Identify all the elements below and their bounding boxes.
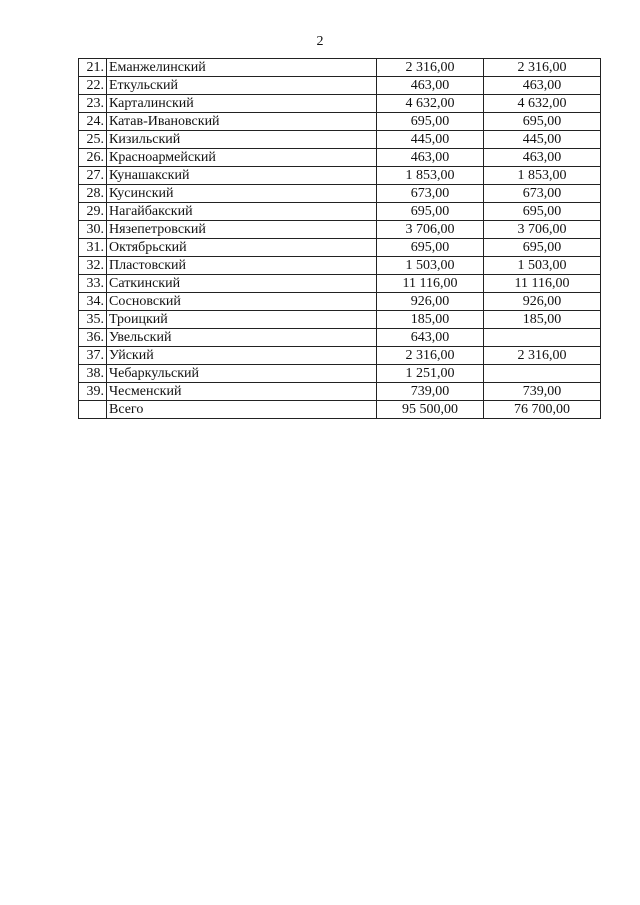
value-col-2: 1 503,00 [484,257,601,275]
value-col-2 [484,329,601,347]
value-col-1: 695,00 [377,239,484,257]
table-row [79,275,601,293]
value-col-1: 463,00 [377,77,484,95]
value-col-1: 3 706,00 [377,221,484,239]
value-col-1: 4 632,00 [377,95,484,113]
table-row [79,257,601,275]
table-row [79,329,601,347]
table-row [79,347,601,365]
total-value-col-1: 95 500,00 [377,401,484,419]
row-number: 33. [79,275,107,293]
value-col-1: 643,00 [377,329,484,347]
value-col-1: 926,00 [377,293,484,311]
value-col-1: 463,00 [377,149,484,167]
district-name: Карталинский [107,95,377,113]
row-number: 21. [79,59,107,77]
value-col-2: 695,00 [484,203,601,221]
value-col-2: 695,00 [484,239,601,257]
allocation-table [78,58,601,419]
value-col-1: 695,00 [377,203,484,221]
table-row [79,95,601,113]
district-name: Катав-Ивановский [107,113,377,131]
district-name: Чесменский [107,383,377,401]
district-name: Сосновский [107,293,377,311]
value-col-2: 2 316,00 [484,347,601,365]
district-name: Еманжелинский [107,59,377,77]
value-col-2: 463,00 [484,149,601,167]
total-label: Всего [107,401,377,419]
district-name: Кизильский [107,131,377,149]
table-row [79,167,601,185]
value-col-2: 3 706,00 [484,221,601,239]
value-col-1: 1 503,00 [377,257,484,275]
district-name: Кусинский [107,185,377,203]
table-row [79,185,601,203]
table-row [79,221,601,239]
row-number: 28. [79,185,107,203]
value-col-1: 185,00 [377,311,484,329]
district-name: Нязепетровский [107,221,377,239]
row-number: 22. [79,77,107,95]
table-row [79,311,601,329]
value-col-2: 463,00 [484,77,601,95]
value-col-2: 11 116,00 [484,275,601,293]
value-col-2: 926,00 [484,293,601,311]
row-number: 27. [79,167,107,185]
value-col-1: 2 316,00 [377,347,484,365]
row-number: 23. [79,95,107,113]
row-number: 32. [79,257,107,275]
row-number: 31. [79,239,107,257]
total-row [79,401,601,419]
value-col-1: 2 316,00 [377,59,484,77]
value-col-2: 4 632,00 [484,95,601,113]
value-col-1: 739,00 [377,383,484,401]
table-row [79,131,601,149]
row-number: 24. [79,113,107,131]
table-row [79,203,601,221]
table-row [79,383,601,401]
district-name: Красноармейский [107,149,377,167]
value-col-2: 185,00 [484,311,601,329]
table-row [79,59,601,77]
district-name: Пластовский [107,257,377,275]
district-name: Чебаркульский [107,365,377,383]
table-row [79,293,601,311]
row-number: 34. [79,293,107,311]
district-name: Нагайбакский [107,203,377,221]
value-col-2: 445,00 [484,131,601,149]
total-value-col-2: 76 700,00 [484,401,601,419]
row-number [79,401,107,419]
page-number: 2 [316,34,324,49]
table-row [79,113,601,131]
district-name: Саткинский [107,275,377,293]
district-name: Увельский [107,329,377,347]
value-col-2: 1 853,00 [484,167,601,185]
district-name: Кунашакский [107,167,377,185]
value-col-2: 695,00 [484,113,601,131]
row-number: 37. [79,347,107,365]
value-col-1: 1 853,00 [377,167,484,185]
district-name: Октябрьский [107,239,377,257]
table-row [79,149,601,167]
value-col-1: 11 116,00 [377,275,484,293]
row-number: 26. [79,149,107,167]
value-col-1: 695,00 [377,113,484,131]
table-row [79,77,601,95]
district-name: Уйский [107,347,377,365]
row-number: 35. [79,311,107,329]
row-number: 36. [79,329,107,347]
value-col-2: 2 316,00 [484,59,601,77]
table-row [79,239,601,257]
row-number: 39. [79,383,107,401]
row-number: 29. [79,203,107,221]
table-row [79,365,601,383]
district-name: Еткульский [107,77,377,95]
row-number: 25. [79,131,107,149]
district-name: Троицкий [107,311,377,329]
value-col-2 [484,365,601,383]
value-col-1: 1 251,00 [377,365,484,383]
value-col-1: 445,00 [377,131,484,149]
row-number: 38. [79,365,107,383]
row-number: 30. [79,221,107,239]
value-col-2: 673,00 [484,185,601,203]
value-col-1: 673,00 [377,185,484,203]
value-col-2: 739,00 [484,383,601,401]
